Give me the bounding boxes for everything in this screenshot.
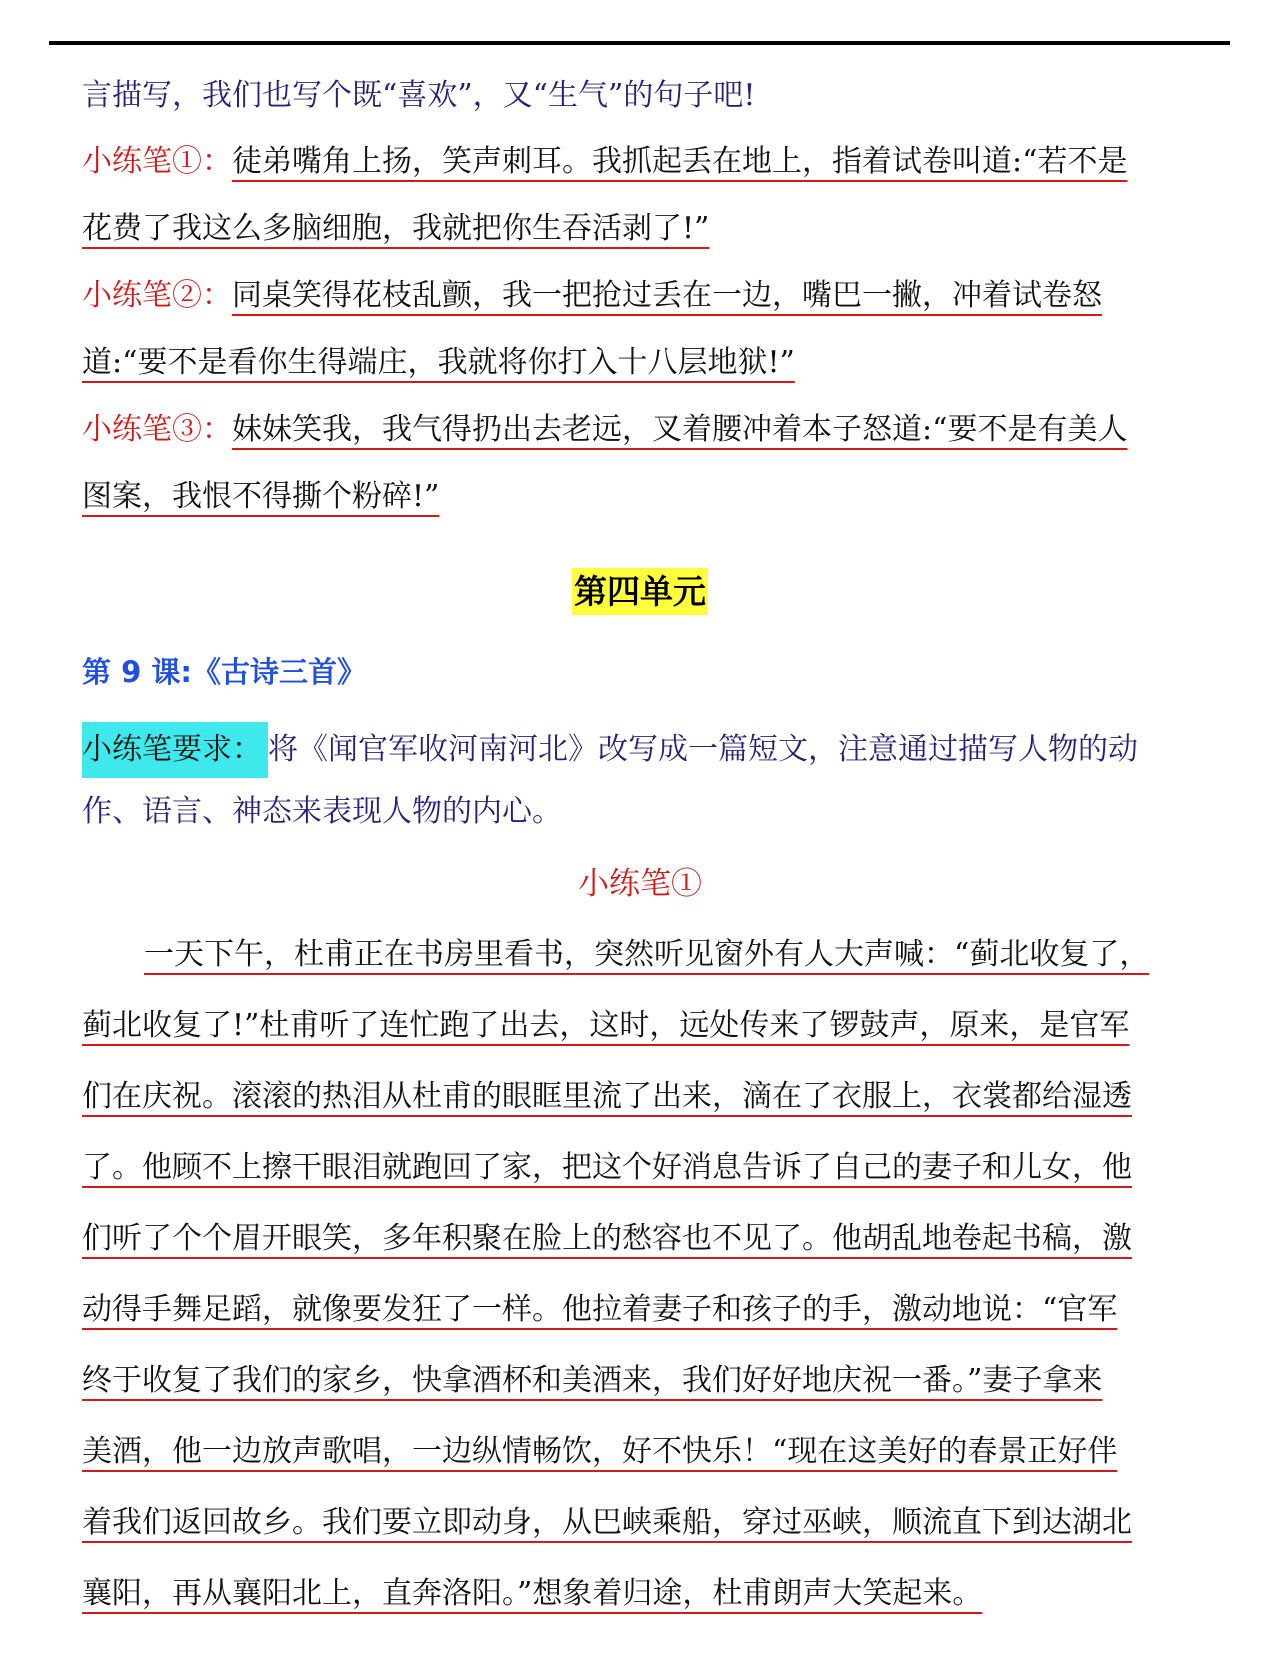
exercise-3-line-1 — [82, 410, 1190, 450]
essay-line-text: 美酒，他一边放声歌唱，一边纵情畅饮，好不快乐！“现在这美好的春景正好伴 — [82, 1434, 1118, 1469]
unit-title-text: 第四单元 — [572, 568, 708, 615]
exercise-1-line-2 — [82, 209, 1190, 249]
exercise-1-text: 徒弟嘴角上扬，笑声刺耳。我抓起丢在地上，指着试卷叫道:“若不是 — [232, 144, 1128, 179]
essay-line — [82, 1432, 1190, 1472]
exercise-1-text-cont: 花费了我这么多脑细胞，我就把你生吞活剥了!” — [82, 211, 710, 246]
exercise-2-text: 同桌笑得花枝乱颤，我一把抢过丢在一边，嘴巴一撇，冲着试卷怒 — [232, 278, 1102, 313]
essay-line-text: 一天下午，杜甫正在书房里看书，突然听见窗外有人大声喊：“蓟北收复了， — [144, 937, 1150, 972]
exercise-3-line-2 — [82, 477, 1190, 517]
unit-title — [0, 570, 1280, 614]
essay-line-text: 了。他顾不上擦干眼泪就跑回了家，把这个好消息告诉了自己的妻子和儿女，他 — [82, 1150, 1132, 1185]
essay-line-text: 们听了个个眉开眼笑，多年积聚在脸上的愁容也不见了。他胡乱地卷起书稿，激 — [82, 1221, 1132, 1256]
requirement-label: 小练笔要求： — [82, 722, 268, 778]
requirement-text: 将《闻官军收河南河北》改写成一篇短文，注意通过描写人物的动 — [268, 732, 1138, 767]
lesson-title: 第 9 课:《古诗三首》 — [82, 655, 366, 689]
exercise-2-text-cont: 道:“要不是看你生得端庄，我就将你打入十八层地狱!” — [82, 345, 795, 380]
essay-line — [82, 1148, 1190, 1188]
top-rule — [49, 41, 1230, 45]
exercise-1-line-1 — [82, 142, 1190, 182]
exercise-3-text-cont: 图案，我恨不得撕个粉碎!” — [82, 479, 440, 514]
essay-line-text: 们在庆祝。滚滚的热泪从杜甫的眼眶里流了出来，滴在了衣服上，衣裳都给湿透 — [82, 1079, 1132, 1114]
exercise-2-label: 小练笔②： — [82, 278, 232, 313]
essay-line-text: 蓟北收复了!”杜甫听了连忙跑了出去，这时，远处传来了锣鼓声，原来，是官军 — [82, 1008, 1130, 1043]
essay-line — [82, 1219, 1190, 1259]
intro-text: 言描写，我们也写个既“喜欢”，又“生气”的句子吧! — [82, 78, 756, 113]
exercise-3-label: 小练笔③： — [82, 412, 232, 447]
essay-line-text: 襄阳，再从襄阳北上，直奔洛阳。”想象着归途，杜甫朗声大笑起来。 — [82, 1576, 983, 1611]
exercise-1-label: 小练笔①： — [82, 144, 232, 179]
essay-line-text: 着我们返回故乡。我们要立即动身，从巴峡乘船，穿过巫峡，顺流直下到达湖北 — [82, 1505, 1132, 1540]
exercise-3-text: 妹妹笑我，我气得扔出去老远，叉着腰冲着本子怒道:“要不是有美人 — [232, 412, 1128, 447]
exercise-2-line-1 — [82, 276, 1190, 316]
essay-line — [82, 1361, 1190, 1401]
requirement-line-1 — [82, 722, 1190, 778]
essay-line — [82, 935, 1190, 975]
requirement-line-2: 作、语言、神态来表现人物的内心。 — [82, 794, 562, 829]
essay-line-text: 终于收复了我们的家乡，快拿酒杯和美酒来，我们好好地庆祝一番。”妻子拿来 — [82, 1363, 1103, 1398]
essay-line — [82, 1006, 1190, 1046]
essay-heading: 小练笔① — [578, 866, 702, 902]
essay-line — [82, 1574, 1190, 1614]
essay-line — [82, 1503, 1190, 1543]
essay-line-text: 动得手舞足蹈，就像要发狂了一样。他拉着妻子和孩子的手，激动地说：“官军 — [82, 1292, 1118, 1327]
exercise-2-line-2 — [82, 343, 1190, 383]
essay-line — [82, 1077, 1190, 1117]
essay-line — [82, 1290, 1190, 1330]
